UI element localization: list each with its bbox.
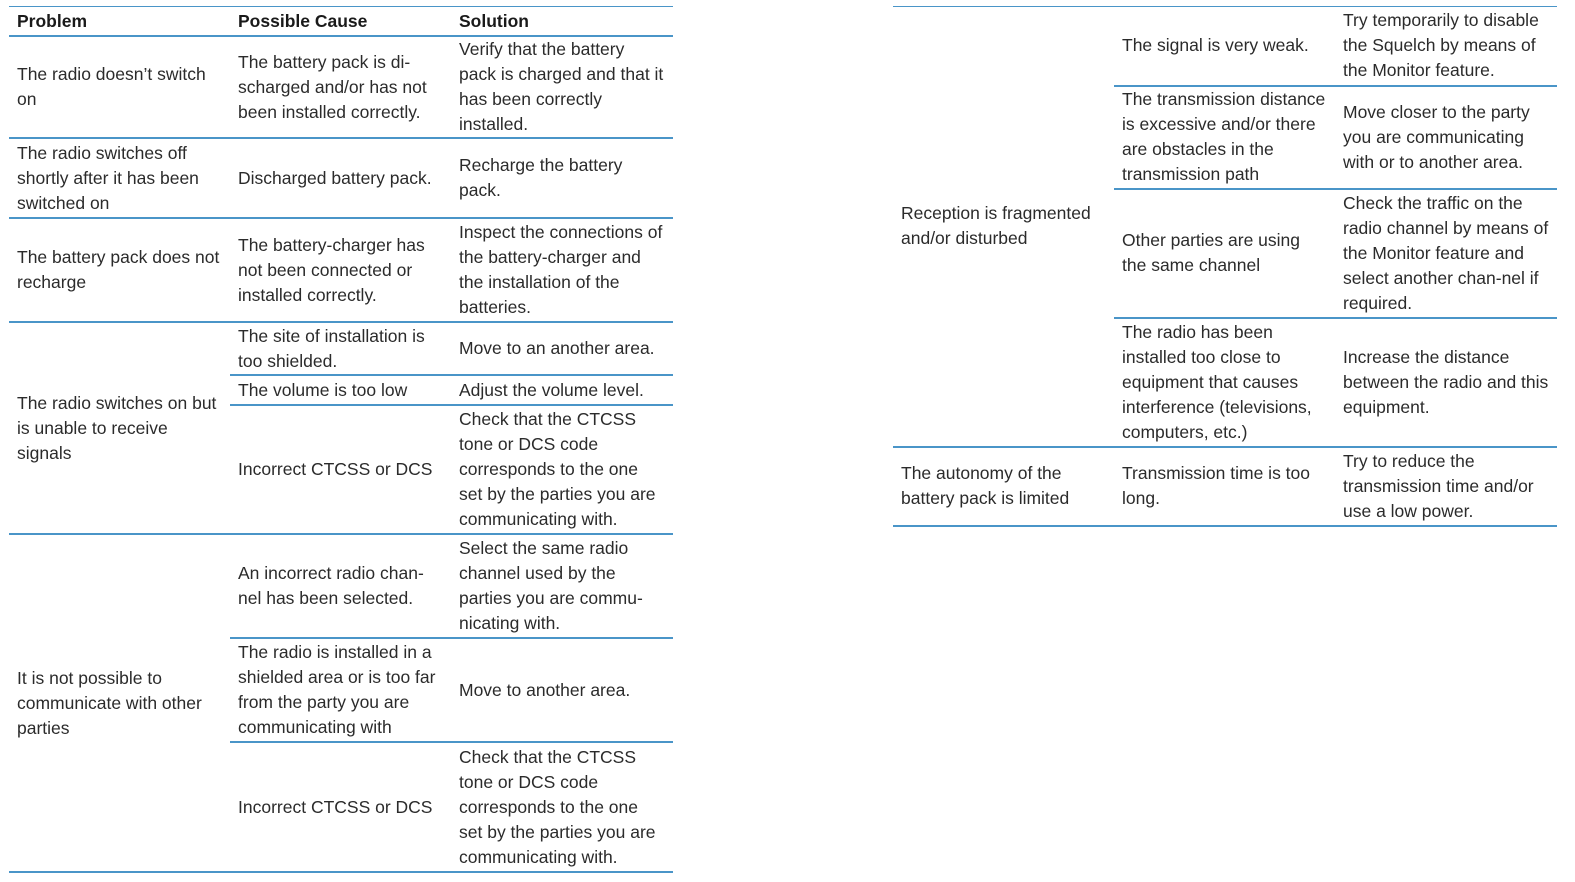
cause-cell: The transmission distance is excessive and/or there are obstacles in the transmission path [1114,86,1335,189]
solution-cell: Move closer to the party you are communicating with or to another area. [1335,86,1557,189]
solution-cell: Move to another area. [451,638,673,742]
solution-cell: Check that the CTCSS tone or DCS code corresponds to the one set by the parties you are communicating with. [451,405,673,534]
cause-cell: Transmission time is too long. [1114,447,1335,526]
cause-cell: Incorrect CTCSS or DCS [230,405,451,534]
solution-cell: Try to reduce the transmission time and/or use a low power. [1335,447,1557,526]
solution-cell: Recharge the battery pack. [451,138,673,218]
problem-cell: The autonomy of the battery pack is limited [893,447,1114,526]
cause-cell: The volume is too low [230,375,451,405]
header-problem: Problem [9,7,230,37]
problem-cell: The battery pack does not recharge [9,218,230,322]
table-row [9,322,673,375]
cause-cell: An incorrect radio chan-nel has been selected. [230,534,451,638]
table-row [893,447,1557,526]
cause-cell: The battery-charger has not been connected or installed correctly. [230,218,451,322]
cause-cell: Discharged battery pack. [230,138,451,218]
troubleshooting-table-right [893,6,1557,527]
solution-cell: Inspect the connections of the battery-charger and the installation of the batteries. [451,218,673,322]
table-row [9,218,673,322]
table-row [893,7,1557,86]
header-row [9,7,673,37]
solution-cell: Move to an another area. [451,322,673,375]
cause-cell: The radio is installed in a shielded area or is too far from the party you are communicating with [230,638,451,742]
header-solution: Solution [451,7,673,37]
solution-cell: Check the traffic on the radio channel by means of the Monitor feature and select another chan-nel if required. [1335,189,1557,318]
table-row [9,534,673,638]
problem-cell: The radio switches on but is unable to receive signals [9,322,230,534]
table-row [9,138,673,218]
solution-cell: Check that the CTCSS tone or DCS code corresponds to the one set by the parties you are communicating with. [451,742,673,872]
table-row [9,36,673,138]
troubleshooting-table-left [9,6,673,873]
cause-cell: Incorrect CTCSS or DCS [230,742,451,872]
solution-cell: Adjust the volume level. [451,375,673,405]
problem-cell: It is not possible to communicate with other parties [9,534,230,872]
cause-cell: The radio has been installed too close to equipment that causes interference (televisions, computers, etc.) [1114,318,1335,447]
cause-cell: The signal is very weak. [1114,7,1335,86]
problem-cell: The radio switches off shortly after it has been switched on [9,138,230,218]
cause-cell: Other parties are using the same channel [1114,189,1335,318]
cause-cell: The battery pack is di-scharged and/or has not been installed correctly. [230,36,451,138]
problem-cell: Reception is fragmented and/or disturbed [893,7,1114,447]
solution-cell: Select the same radio channel used by the parties you are commu-nicating with. [451,534,673,638]
solution-cell: Increase the distance between the radio and this equipment. [1335,318,1557,447]
problem-cell: The radio doesn’t switch on [9,36,230,138]
cause-cell: The site of installation is too shielded. [230,322,451,375]
solution-cell: Verify that the battery pack is charged and that it has been correctly installed. [451,36,673,138]
solution-cell: Try temporarily to disable the Squelch by means of the Monitor feature. [1335,7,1557,86]
header-possible-cause: Possible Cause [230,7,451,37]
